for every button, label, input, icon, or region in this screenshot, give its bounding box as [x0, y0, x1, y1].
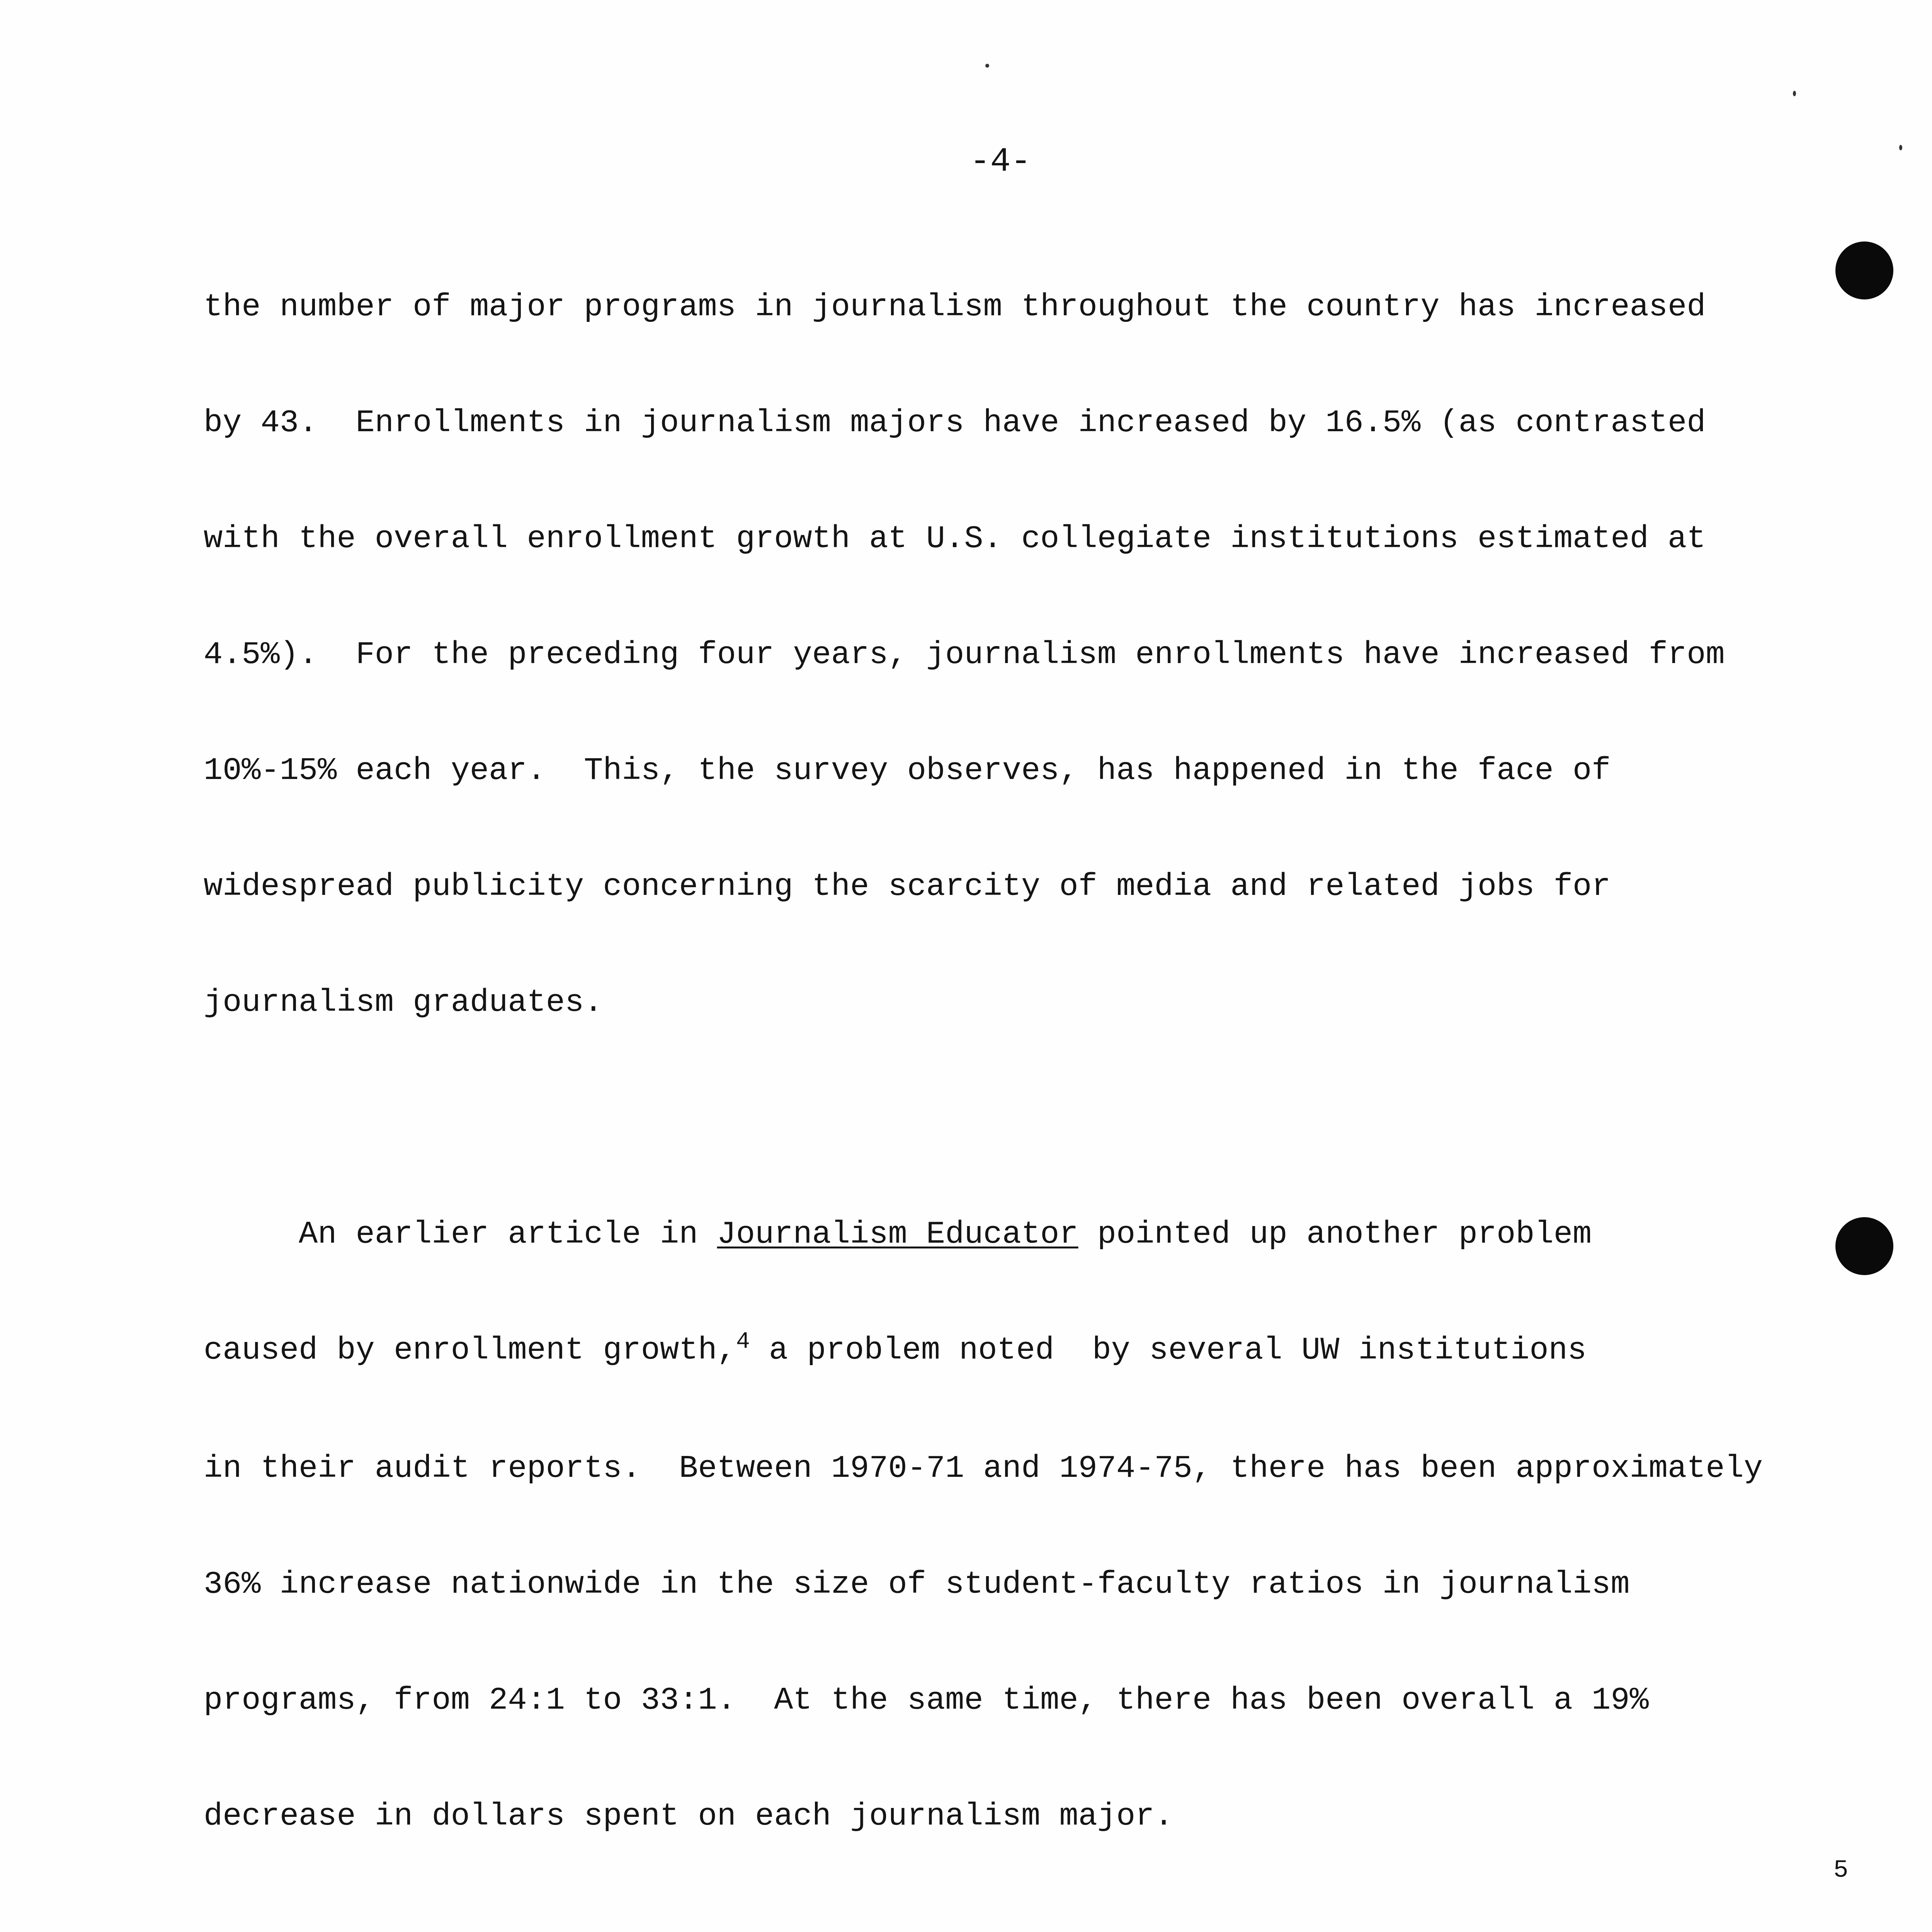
footnote-ref-5: 5 — [1833, 1857, 1849, 1884]
text-fragment: a problem noted by several UW institutions — [750, 1332, 1587, 1368]
text-fragment: caused by enrollment growth, — [204, 1332, 736, 1368]
text-line: 10%-15% each year. This, the survey observes, has happened in the face of — [204, 753, 1611, 789]
footnote-ref-4: 4 — [736, 1329, 750, 1355]
text-line: in their audit reports. Between 1970-71 and 1974-75, there has been approximately — [204, 1451, 1763, 1486]
scan-speck — [1899, 145, 1902, 150]
text-line: by 43. Enrollments in journalism majors have increased by 16.5% (as contrasted — [204, 405, 1706, 441]
scan-speck — [985, 64, 989, 68]
body-text — [204, 211, 1865, 1932]
text-line — [204, 1215, 1865, 1254]
text-line: with the overall enrollment growth at U.S. collegiate institutions estimated at — [204, 521, 1706, 557]
text-line: journalism graduates. — [204, 985, 603, 1020]
text-line: 4.5%). For the preceding four years, journalism enrollments have increased from — [204, 637, 1725, 673]
text-fragment: An earlier article in — [204, 1216, 717, 1252]
scan-speck — [1793, 91, 1796, 96]
text-line: decrease in dollars spent on each journalism major. — [204, 1798, 1173, 1834]
punch-hole — [1835, 242, 1893, 299]
text-line: 36% increase nationwide in the size of student-faculty ratios in journalism — [204, 1566, 1630, 1602]
journal-title: Journalism Educator — [717, 1216, 1078, 1252]
text-line — [204, 1331, 1865, 1372]
paragraph-2 — [204, 1138, 1865, 1913]
text-fragment: pointed up another problem — [1078, 1216, 1592, 1252]
text-line: the number of major programs in journalism throughout the country has increased — [204, 289, 1706, 325]
page-number: -4- — [970, 143, 1031, 181]
punch-hole — [1835, 1217, 1893, 1275]
text-line: widespread publicity concerning the scarcity of media and related jobs for — [204, 869, 1611, 905]
text-line: programs, from 24:1 to 33:1. At the same time, there has been overall a 19% — [204, 1682, 1649, 1718]
paragraph-1 — [204, 211, 1865, 1099]
